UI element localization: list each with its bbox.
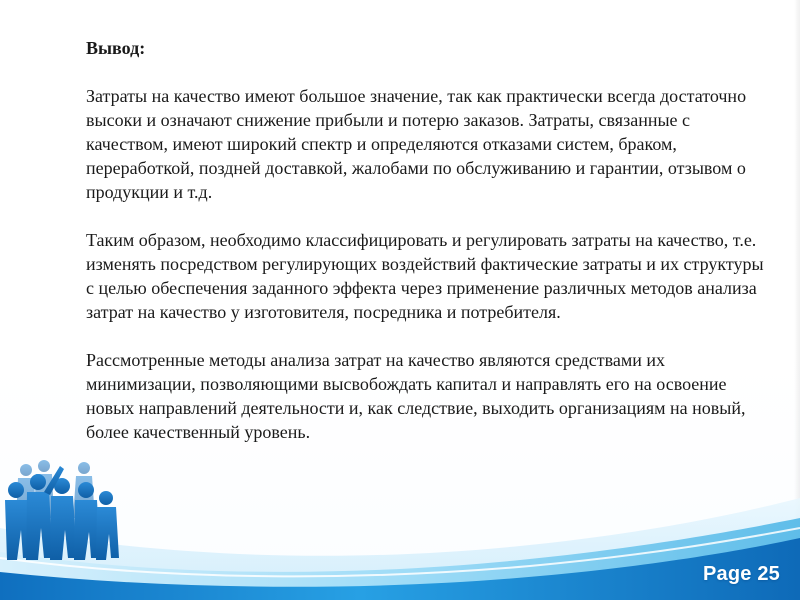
paragraph-2: Таким образом, необходимо классифицировать и регулировать затраты на качество, т.е. изменять посредством регулирующих воздействий фактические затраты и их структуры с целью обеспечения заданного эффекта через применение различных методов анализа затрат на качество у изготовителя, посредника и потребителя. bbox=[86, 230, 764, 322]
footer-decoration bbox=[0, 440, 800, 600]
page-number: Page 25 bbox=[702, 563, 780, 585]
slide-content bbox=[86, 36, 766, 444]
paragraph-3: Рассмотренные методы анализа затрат на качество являются средствами их минимизации, позволяющими высвобождать капитал и направлять его на освоение новых направлений деятельности и, как следствие, выходить организациям на новый, более качественный уровень. bbox=[86, 350, 746, 442]
people-silhouettes-icon bbox=[5, 460, 119, 560]
paragraph-1: Затраты на качество имеют большое значение, так как практически всегда достаточно высоки и означают снижение прибыли и потерю заказов. Затраты, связанные с качеством, имеют широкий спектр и определяются отказами систем, браком, переработкой, поздней доставкой, жалобами по обслуживанию и гарантии, отзывом о продукции и т.д. bbox=[86, 86, 747, 202]
slide-heading: Вывод: bbox=[86, 38, 146, 58]
